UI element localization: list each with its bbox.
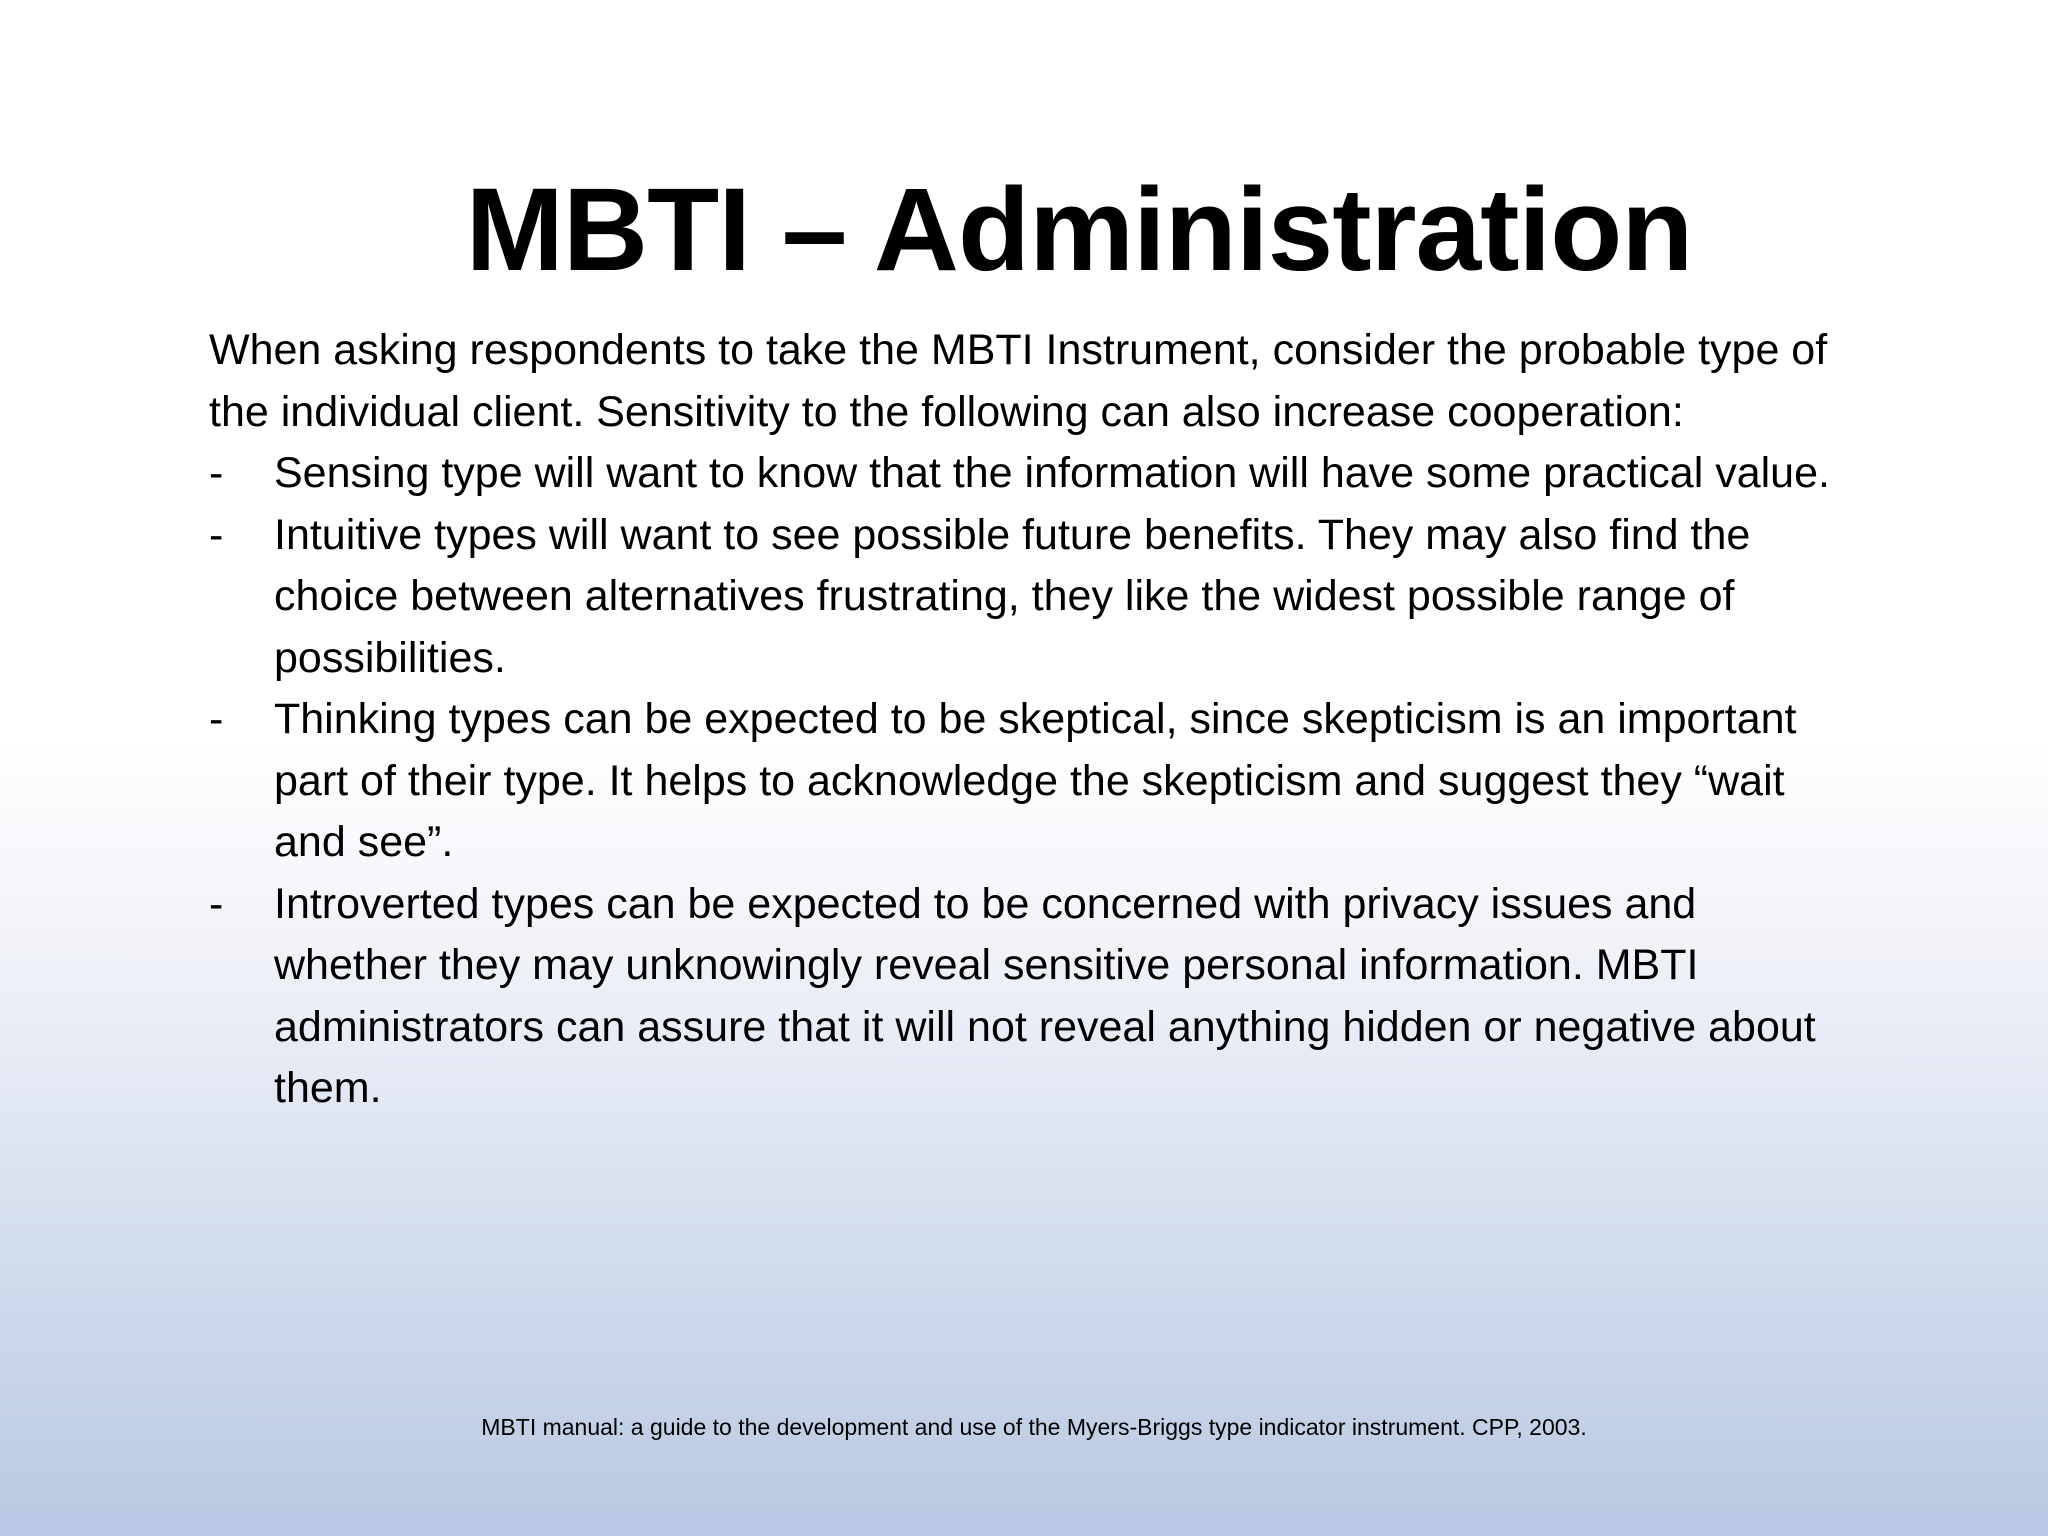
bullet-dash: - xyxy=(209,510,224,559)
bullet-dash: - xyxy=(209,449,224,497)
bullet-list xyxy=(209,443,1849,1120)
bullet-item-introverted xyxy=(209,874,1849,1120)
bullet-text: Sensing type will want to know that the information will have some practical value. xyxy=(274,449,1830,497)
bullet-dash: - xyxy=(209,695,224,743)
intro-paragraph: When asking respondents to take the MBTI Instrument, consider the probable type of the individual client. Sensitivity to the following can also increase cooperation: xyxy=(209,326,1828,436)
bullet-text: Thinking types can be expected to be skeptical, since skepticism is an important part of their type. It helps to acknowledge the skepticism and suggest they “wait and see”. xyxy=(274,695,1797,866)
citation: MBTI manual: a guide to the development and use of the Myers-Briggs type indicator instrument. CPP, 2003. xyxy=(481,1414,1587,1440)
slide-title: MBTI – Administration xyxy=(465,164,1693,296)
bullet-item-sensing xyxy=(209,443,1849,505)
bullet-text: Introverted types can be expected to be concerned with privacy issues and whether they may unknowingly reveal sensitive personal information. MBTI administrators can assure that it will not reveal anything hidden or negative about them. xyxy=(274,879,1816,1112)
bullet-item-intuitive xyxy=(209,505,1849,690)
slide-body xyxy=(209,320,1849,1120)
bullet-text: Intuitive types will want to see possible future benefits. They may also find the choice between alternatives frustrating, they like the widest possible range of possibilities. xyxy=(274,510,1751,682)
bullet-item-thinking xyxy=(209,689,1849,874)
bullet-dash: - xyxy=(209,879,224,928)
